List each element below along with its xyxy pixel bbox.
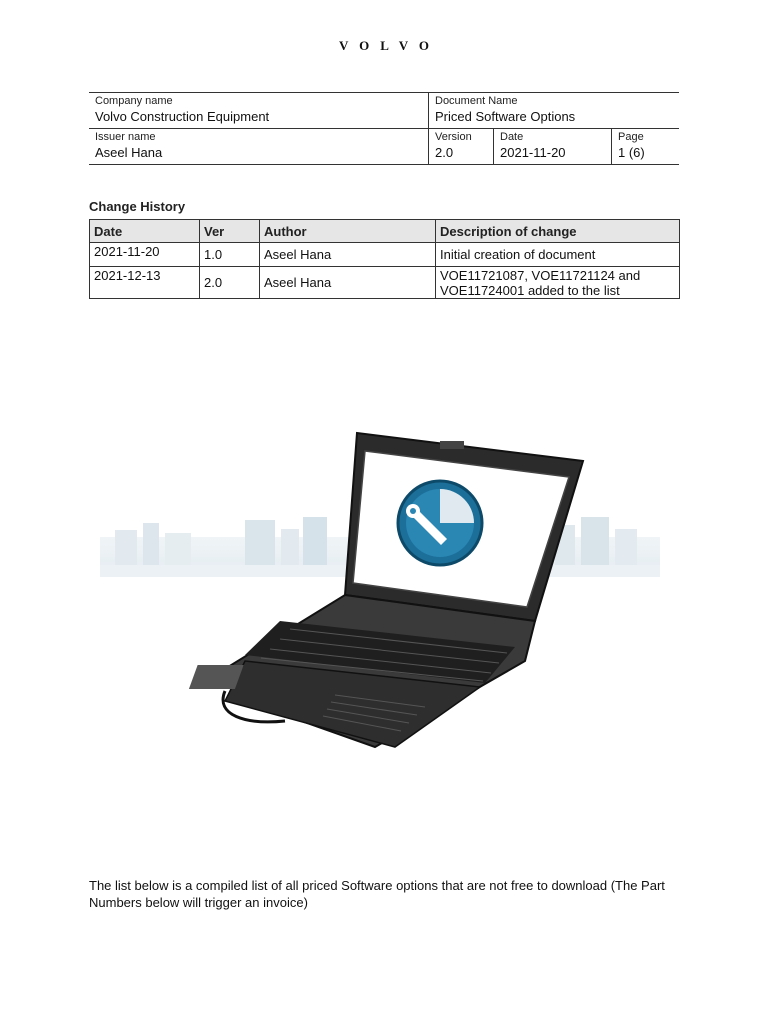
version-value: 2.0 (435, 145, 454, 160)
document-name-cell (428, 93, 679, 128)
volvo-logo: VOLVO (339, 38, 440, 53)
date-value: 2021-11-20 (500, 145, 566, 160)
document-header-table (89, 92, 679, 165)
company-name-value: Volvo Construction Equipment (95, 109, 270, 124)
column-header-description: Description of change (436, 220, 680, 243)
column-header-date: Date (90, 220, 200, 243)
issuer-label: Issuer name (95, 131, 156, 143)
company-name-label: Company name (95, 95, 173, 107)
table-row (90, 243, 680, 267)
row-author: Aseel Hana (260, 243, 436, 267)
version-label: Version (435, 131, 472, 143)
row-description (436, 267, 680, 299)
intro-paragraph: The list below is a compiled list of all priced Software options that are not free to download (The Part Numbers below will trigger an invoice) (89, 878, 665, 910)
page-label: Page (618, 131, 644, 143)
description-line-1: VOE11721087, VOE11721124 and (440, 267, 641, 283)
company-name-cell (89, 93, 428, 128)
change-history-title: Change History (89, 199, 186, 214)
page-value: 1 (6) (618, 145, 645, 160)
row-date: 2021-12-13 (90, 267, 200, 299)
issuer-value: Aseel Hana (95, 145, 163, 160)
row-date: 2021-11-20 (90, 243, 200, 267)
row-ver: 1.0 (200, 243, 260, 267)
wrench-logo-icon (398, 481, 482, 565)
document-name-value: Priced Software Options (435, 109, 576, 124)
row-description: Initial creation of document (436, 243, 680, 267)
issuer-cell (89, 129, 428, 164)
change-history-table (89, 219, 680, 299)
row-author: Aseel Hana (260, 267, 436, 299)
description-line-2: VOE11724001 added to the list (440, 282, 620, 298)
table-row (90, 267, 680, 299)
column-header-ver: Ver (200, 220, 260, 243)
document-name-label: Document Name (435, 95, 518, 107)
date-label: Date (500, 131, 524, 143)
page-cell (611, 129, 679, 164)
laptop-icon (189, 433, 583, 747)
column-header-author: Author (260, 220, 436, 243)
date-cell (493, 129, 611, 164)
laptop-illustration (95, 425, 665, 765)
change-history-header-row (90, 220, 680, 243)
header-row-2 (89, 129, 679, 165)
header-row-1 (89, 93, 679, 129)
row-ver: 2.0 (200, 267, 260, 299)
version-cell (428, 129, 493, 164)
